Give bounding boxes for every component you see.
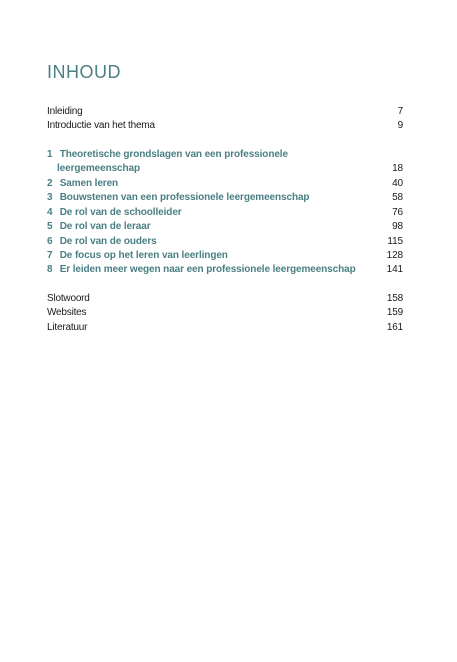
toc-chapter-1 xyxy=(47,148,403,162)
toc-chapter-6 xyxy=(47,235,403,249)
chapter-number: 5 xyxy=(47,221,53,232)
toc-entry-page: 98 xyxy=(392,221,403,232)
toc-entry-label: Inleiding xyxy=(47,106,83,117)
toc-entry-page: 115 xyxy=(387,236,403,247)
toc-entry-label: Introductie van het thema xyxy=(47,120,155,131)
chapter-number: 1 xyxy=(47,149,53,160)
toc-entry-label: Websites xyxy=(47,307,87,318)
chapter-title: Er leiden meer wegen naar een professionele leergemeenschap xyxy=(59,264,356,275)
toc-entry-introductie xyxy=(47,119,403,133)
toc-entry-page: 158 xyxy=(386,293,403,304)
chapter-title: Samen leren xyxy=(59,178,119,189)
toc-entry-page: 58 xyxy=(392,192,403,203)
toc-entry-page: 18 xyxy=(392,163,403,174)
chapter-title: Bouwstenen van een professionele leergemeenschap xyxy=(59,192,310,203)
toc-entry-literatuur xyxy=(47,321,403,335)
chapter-title: De rol van de schoolleider xyxy=(59,207,182,218)
chapter-number: 2 xyxy=(47,178,53,189)
toc-chapter-7 xyxy=(47,249,403,263)
toc-entry-page: 40 xyxy=(392,178,403,189)
chapter-number: 3 xyxy=(47,192,53,203)
toc-entry-page: 159 xyxy=(386,307,403,318)
toc-chapter-4 xyxy=(47,206,403,220)
chapter-number: 6 xyxy=(47,236,53,247)
toc-entry-page: 9 xyxy=(397,120,403,131)
toc-chapter-2 xyxy=(47,177,403,191)
chapter-title: De rol van de leraar xyxy=(59,221,151,232)
toc-entry-inleiding xyxy=(47,105,403,119)
chapter-title: Theoretische grondslagen van een professionele xyxy=(59,149,288,160)
toc-entry-label: Literatuur xyxy=(47,322,88,333)
toc-chapter-5 xyxy=(47,220,403,234)
chapter-number: 7 xyxy=(47,250,53,261)
toc-chapter-3 xyxy=(47,191,403,205)
toc-entry-page: 128 xyxy=(386,250,403,261)
chapter-title: De focus op het leren van leerlingen xyxy=(59,250,228,261)
toc-chapter-8 xyxy=(47,263,403,277)
toc-entry-label: Slotwoord xyxy=(47,293,90,304)
toc-entry-page: 141 xyxy=(386,264,403,275)
toc-entry-page: 76 xyxy=(392,207,403,218)
toc-entry-slotwoord xyxy=(47,292,403,306)
toc-entry-page: 161 xyxy=(386,322,403,333)
toc-entry-page: 7 xyxy=(397,106,403,117)
chapter-number: 4 xyxy=(47,207,53,218)
chapter-number: 8 xyxy=(47,264,53,275)
page-title: INHOUD xyxy=(47,62,121,82)
chapter-title-continued: leergemeenschap xyxy=(57,163,140,174)
toc-chapter-1-continued xyxy=(47,162,403,176)
toc-entry-websites xyxy=(47,306,403,320)
chapter-title: De rol van de ouders xyxy=(59,236,157,247)
